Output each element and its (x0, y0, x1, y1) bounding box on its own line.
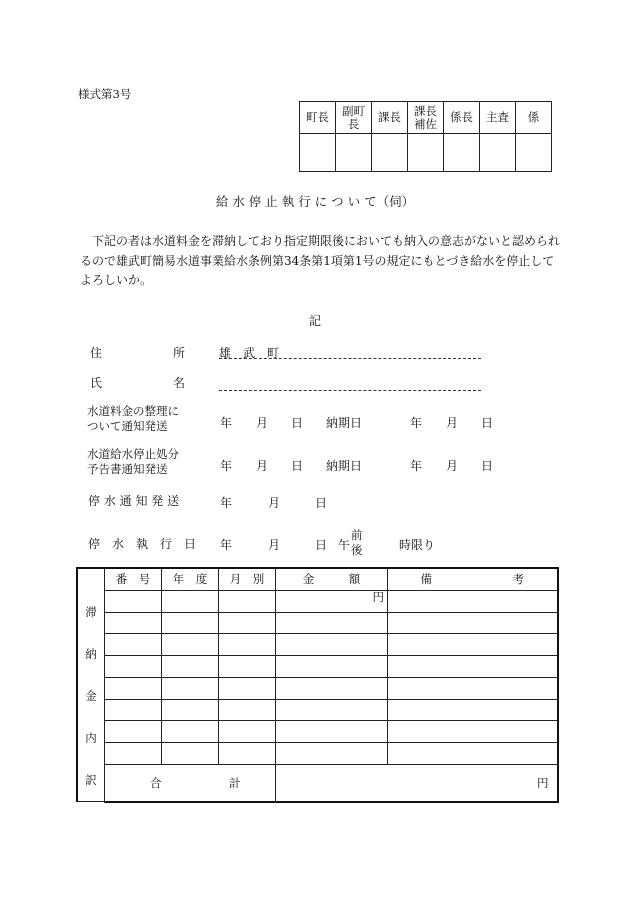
notice1-label-line2: ついて通知発送 (87, 419, 168, 433)
approval-header-text: 副町長 (342, 103, 365, 131)
name-label-1: 氏 (90, 376, 103, 390)
until-label: 時限り (399, 538, 436, 552)
header-fiscal-year: 年 度 (162, 568, 219, 590)
cell[interactable] (276, 634, 388, 656)
approval-header: 町長 (300, 102, 336, 134)
approval-header-text: 課長補佐 (414, 103, 437, 131)
header-month: 月 別 (219, 568, 276, 590)
arrears-side-label (77, 568, 105, 802)
approval-header: 主査 (480, 102, 516, 134)
table-row (77, 677, 558, 699)
body-paragraph: 下記の者は水道料金を滞納しており指定期限後においても納入の意志がないと認められるので雄武町簡易水道事業給水条例第34条第1項第1号の規定にもとづき給水を停止してよろしいか。 (80, 234, 561, 287)
cell[interactable] (276, 721, 388, 743)
stamp-box[interactable] (516, 134, 552, 172)
notice2-label-line2: 予告書通知発送 (87, 462, 168, 476)
cell[interactable] (219, 721, 276, 743)
year-label: 年 (220, 416, 233, 430)
cell[interactable] (388, 656, 558, 678)
table-row (77, 634, 558, 656)
approval-header: 課長 (372, 102, 408, 134)
am-label: 前 (351, 528, 363, 542)
name-label-2: 名 (173, 376, 186, 390)
side-char: 訳 (85, 773, 97, 787)
total-label-cell (105, 765, 276, 802)
stamp-box[interactable] (372, 134, 408, 172)
cell[interactable] (219, 677, 276, 699)
cell[interactable] (388, 721, 558, 743)
table-row (77, 612, 558, 634)
cell[interactable] (276, 656, 388, 678)
cell[interactable] (219, 612, 276, 634)
header-number: 番 号 (105, 568, 162, 590)
approval-header: 係 (516, 102, 552, 134)
cell[interactable] (105, 612, 162, 634)
address-line[interactable] (219, 358, 481, 359)
stop-exec-label: 停 水 執 行 日 (88, 537, 197, 551)
cell[interactable] (162, 743, 219, 765)
day-label: 日 (291, 459, 304, 473)
cell[interactable] (219, 699, 276, 721)
cell[interactable] (388, 677, 558, 699)
cell[interactable] (105, 634, 162, 656)
cell[interactable] (219, 634, 276, 656)
stamp-box[interactable] (336, 134, 372, 172)
cell[interactable] (219, 743, 276, 765)
stamp-box[interactable] (480, 134, 516, 172)
amount-cell[interactable]: 円 (276, 590, 388, 612)
notice1-label-line1: 水道料金の整理に (87, 404, 179, 418)
year-label: 年 (220, 538, 233, 552)
side-char: 内 (85, 731, 97, 745)
side-char: 納 (85, 647, 97, 661)
day-label: 日 (481, 416, 494, 430)
approval-header: 係長 (444, 102, 480, 134)
month-label: 月 (446, 459, 459, 473)
due-date-label: 納期日 (326, 459, 363, 473)
due-date-label: 納期日 (326, 416, 363, 430)
document-title: 給 水 停 止 執 行 に つ い て（伺） (215, 194, 415, 209)
cell[interactable] (276, 612, 388, 634)
cell[interactable] (105, 656, 162, 678)
header-remarks: 備 考 (388, 568, 558, 590)
month-label: 月 (256, 416, 269, 430)
cell[interactable] (105, 743, 162, 765)
side-char: 金 (85, 689, 97, 703)
year-label: 年 (220, 496, 233, 510)
table-row (77, 656, 558, 678)
pm-label: 後 (351, 543, 363, 557)
month-label: 月 (268, 538, 281, 552)
month-label: 月 (256, 459, 269, 473)
day-label: 日 (291, 416, 304, 430)
ki-heading: 記 (308, 314, 321, 328)
cell[interactable] (219, 590, 276, 612)
cell[interactable] (276, 699, 388, 721)
day-label: 日 (315, 538, 328, 552)
stamp-box[interactable] (408, 134, 444, 172)
address-label-1: 住 (90, 346, 103, 360)
total-row (77, 765, 558, 802)
cell[interactable] (105, 721, 162, 743)
form-number: 様式第3号 (78, 87, 132, 101)
stamp-box[interactable] (444, 134, 480, 172)
cell[interactable] (162, 699, 219, 721)
cell[interactable] (219, 656, 276, 678)
arrears-table (76, 567, 559, 803)
day-label: 日 (481, 459, 494, 473)
year-label: 年 (410, 416, 423, 430)
month-label: 月 (446, 416, 459, 430)
approval-header (408, 102, 444, 134)
header-amount: 金 額 (276, 568, 388, 590)
day-label: 日 (315, 496, 328, 510)
cell[interactable] (105, 677, 162, 699)
cell[interactable] (162, 656, 219, 678)
cell[interactable] (162, 612, 219, 634)
total-label-2: 計 (229, 775, 241, 790)
ampm-prefix: 午 (338, 538, 351, 552)
total-amount-cell[interactable]: 円 (276, 765, 558, 802)
side-char: 滞 (85, 605, 97, 619)
total-label-1: 合 (150, 775, 162, 790)
year-label: 年 (410, 459, 423, 473)
notice2-label-line1: 水道給水停止処分 (87, 447, 179, 461)
year-label: 年 (220, 459, 233, 473)
approval-stamp-grid (299, 101, 552, 172)
name-line[interactable] (219, 390, 481, 391)
stamp-box[interactable] (300, 134, 336, 172)
cell[interactable] (388, 743, 558, 765)
address-value: 雄 武 町 (219, 346, 280, 360)
cell[interactable] (162, 590, 219, 612)
cell[interactable] (105, 699, 162, 721)
cell[interactable] (276, 743, 388, 765)
table-row (77, 699, 558, 721)
approval-header (336, 102, 372, 134)
cell[interactable] (162, 634, 219, 656)
month-label: 月 (268, 496, 281, 510)
cell[interactable] (388, 634, 558, 656)
table-row (77, 590, 558, 612)
cell[interactable] (276, 677, 388, 699)
cell[interactable] (388, 612, 558, 634)
cell[interactable] (162, 721, 219, 743)
cell[interactable] (388, 699, 558, 721)
cell[interactable] (105, 590, 162, 612)
address-label-2: 所 (173, 346, 186, 360)
cell[interactable] (388, 590, 558, 612)
table-row (77, 743, 558, 765)
cell[interactable] (162, 677, 219, 699)
table-row (77, 721, 558, 743)
stop-notice-label: 停 水 通 知 発 送 (88, 494, 180, 508)
